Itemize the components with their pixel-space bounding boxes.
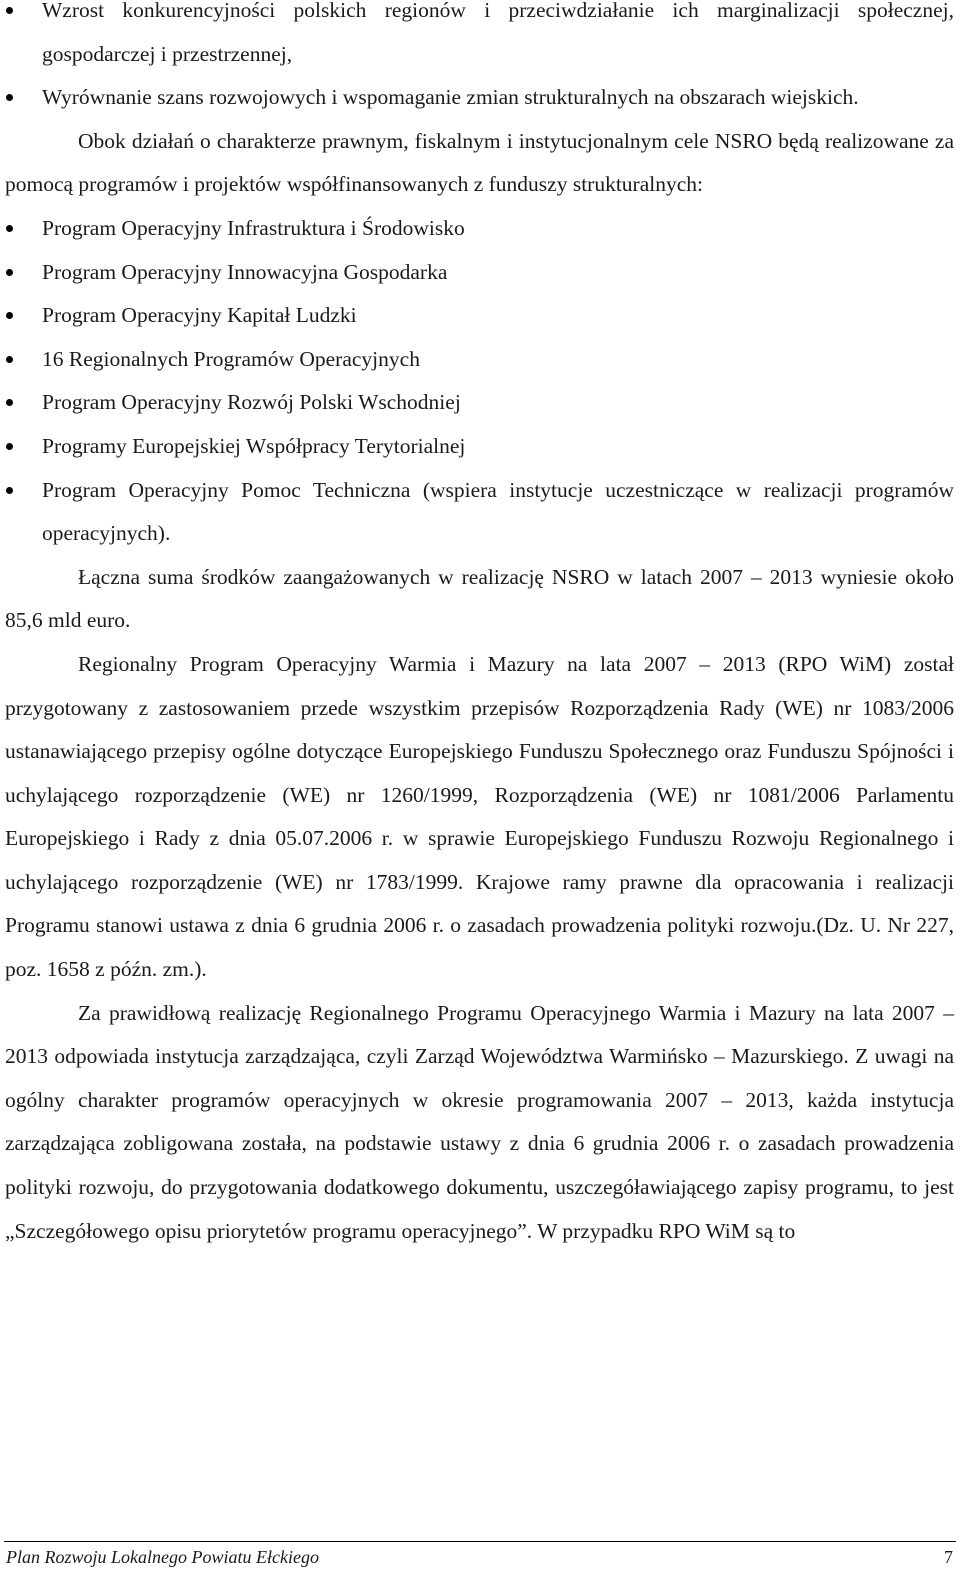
program-item: Programy Europejskiej Współpracy Terytorialnej <box>0 425 960 469</box>
program-item: Program Operacyjny Kapitał Ludzki <box>0 294 960 338</box>
program-item: Program Operacyjny Pomoc Techniczna (wspiera instytucje uczestniczące w realizacji programów operacyjnych). <box>0 469 960 556</box>
program-item: Program Operacyjny Rozwój Polski Wschodniej <box>0 381 960 425</box>
footer-divider <box>4 1541 956 1542</box>
program-item: Program Operacyjny Infrastruktura i Środowisko <box>0 207 960 251</box>
page-number: 7 <box>944 1547 953 1567</box>
footer-title: Plan Rozwoju Lokalnego Powiatu Ełckiego <box>6 1547 319 1567</box>
bullet-item: Wyrównanie szans rozwojowych i wspomaganie zmian strukturalnych na obszarach wiejskich. <box>0 76 960 120</box>
managing-authority-paragraph: Za prawidłową realizację Regionalnego Programu Operacyjnego Warmia i Mazury na lata 2007 – 2013 odpowiada instytucja zarządzająca, czyli Zarząd Województwa Warmińsko – Mazurskiego. Z uwagi na ogólny charakter programów operacyjnych w okresie programowania 2007 – 2013, każda instytucja zarządzająca zobligowana została, na podstawie ustawy z dnia 6 grudnia 2006 r. o zasadach prowadzenia polityki rozwoju, do przygotowania dodatkowego dokumentu, uszczegóławiającego zapisy programu, to jest „Szczegółowego opisu priorytetów programu operacyjnego”. W przypadku RPO WiM są to <box>5 1000 954 1243</box>
funding-paragraph: Łączna suma środków zaangażowanych w realizację NSRO w latach 2007 – 2013 wyniesie około 85,6 mld euro. <box>5 564 954 633</box>
rpo-legal-paragraph: Regionalny Program Operacyjny Warmia i Mazury na lata 2007 – 2013 (RPO WiM) został przygotowany z zastosowaniem przede wszystkim przepisów Rozporządzenia Rady (WE) nr 1083/2006 ustanawiającego przepisy ogólne dotyczące Europejskiego Funduszu Społecznego oraz Funduszu Spójności i uchylającego rozporządzenie (WE) nr 1260/1999, Rozporządzenia (WE) nr 1081/2006 Parlamentu Europejskiego i Rady z dnia 05.07.2006 r. w sprawie Europejskiego Funduszu Rozwoju Regionalnego i uchylającego rozporządzenie (WE) nr 1783/1999. Krajowe ramy prawne dla opracowania i realizacji Programu stanowi ustawa z dnia 6 grudnia 2006 r. o zasadach prowadzenia polityki rozwoju.(Dz. U. Nr 227, poz. 1658 z późn. zm.). <box>5 651 954 982</box>
program-item: Program Operacyjny Innowacyjna Gospodarka <box>0 251 960 295</box>
bullet-item: Wzrost konkurencyjności polskich regionów i przeciwdziałanie ich marginalizacji społecznej, gospodarczej i przestrzennej, <box>0 0 960 76</box>
program-item: 16 Regionalnych Programów Operacyjnych <box>0 338 960 382</box>
intro-paragraph: Obok działań o charakterze prawnym, fiskalnym i instytucjonalnym cele NSRO będą realizowane za pomocą programów i projektów współfinansowanych z funduszy strukturalnych: <box>5 128 954 197</box>
